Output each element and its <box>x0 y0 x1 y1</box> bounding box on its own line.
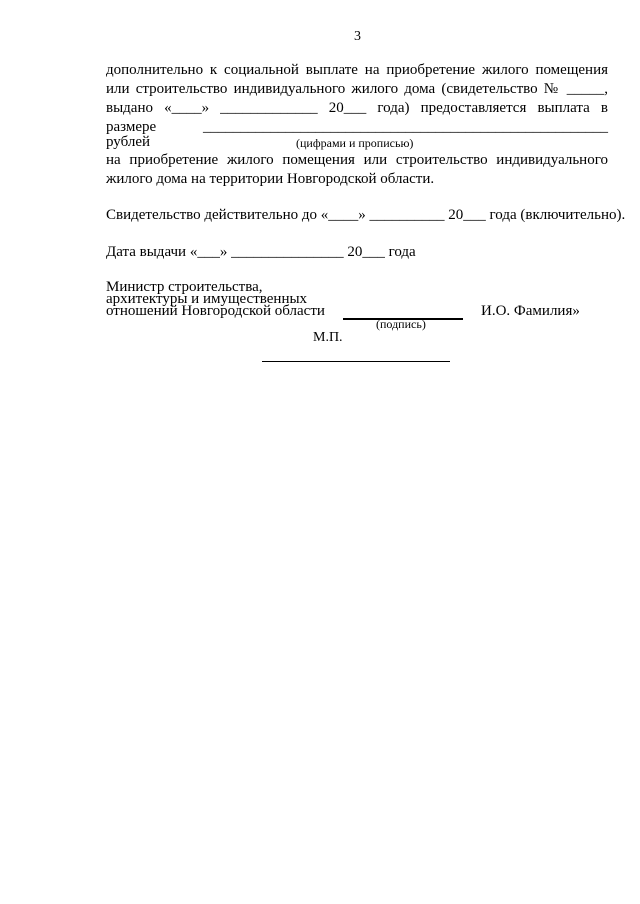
paragraph-line-1: дополнительно к социальной выплате на приобретение жилого помещения <box>106 62 608 78</box>
paragraph-line-5: на приобретение жилого помещения или строительство индивидуального <box>106 152 608 168</box>
page-number: 3 <box>354 29 361 44</box>
validity-line: Свидетельство действительно до «____» __________ 20___ года (включительно). <box>106 207 626 223</box>
amount-caption: (цифрами и прописью) <box>296 136 414 150</box>
signatory-title-line-3: отношений Новгородской области <box>106 303 325 319</box>
signatory-name: И.О. Фамилия» <box>481 303 580 319</box>
signatory-title-line-1: Министр строительства, <box>106 279 263 295</box>
paragraph-line-3: выдано «____» _____________ 20___ года) предоставляется выплата в <box>106 100 608 116</box>
signature-caption: (подпись) <box>376 317 426 331</box>
signatory-title-line-2: архитектуры и имущественных <box>106 291 308 307</box>
paragraph-line-6: жилого дома на территории Новгородской области. <box>106 171 435 187</box>
stamp-placeholder: М.П. <box>313 330 343 345</box>
closing-rule <box>262 361 450 362</box>
paragraph-line-4: размере ______________________________________________________ рублей <box>106 119 608 150</box>
paragraph-line-2: или строительство индивидуального жилого дома (свидетельство № _____, <box>106 81 608 97</box>
issue-date-line: Дата выдачи «___» _______________ 20___ года <box>106 244 416 260</box>
